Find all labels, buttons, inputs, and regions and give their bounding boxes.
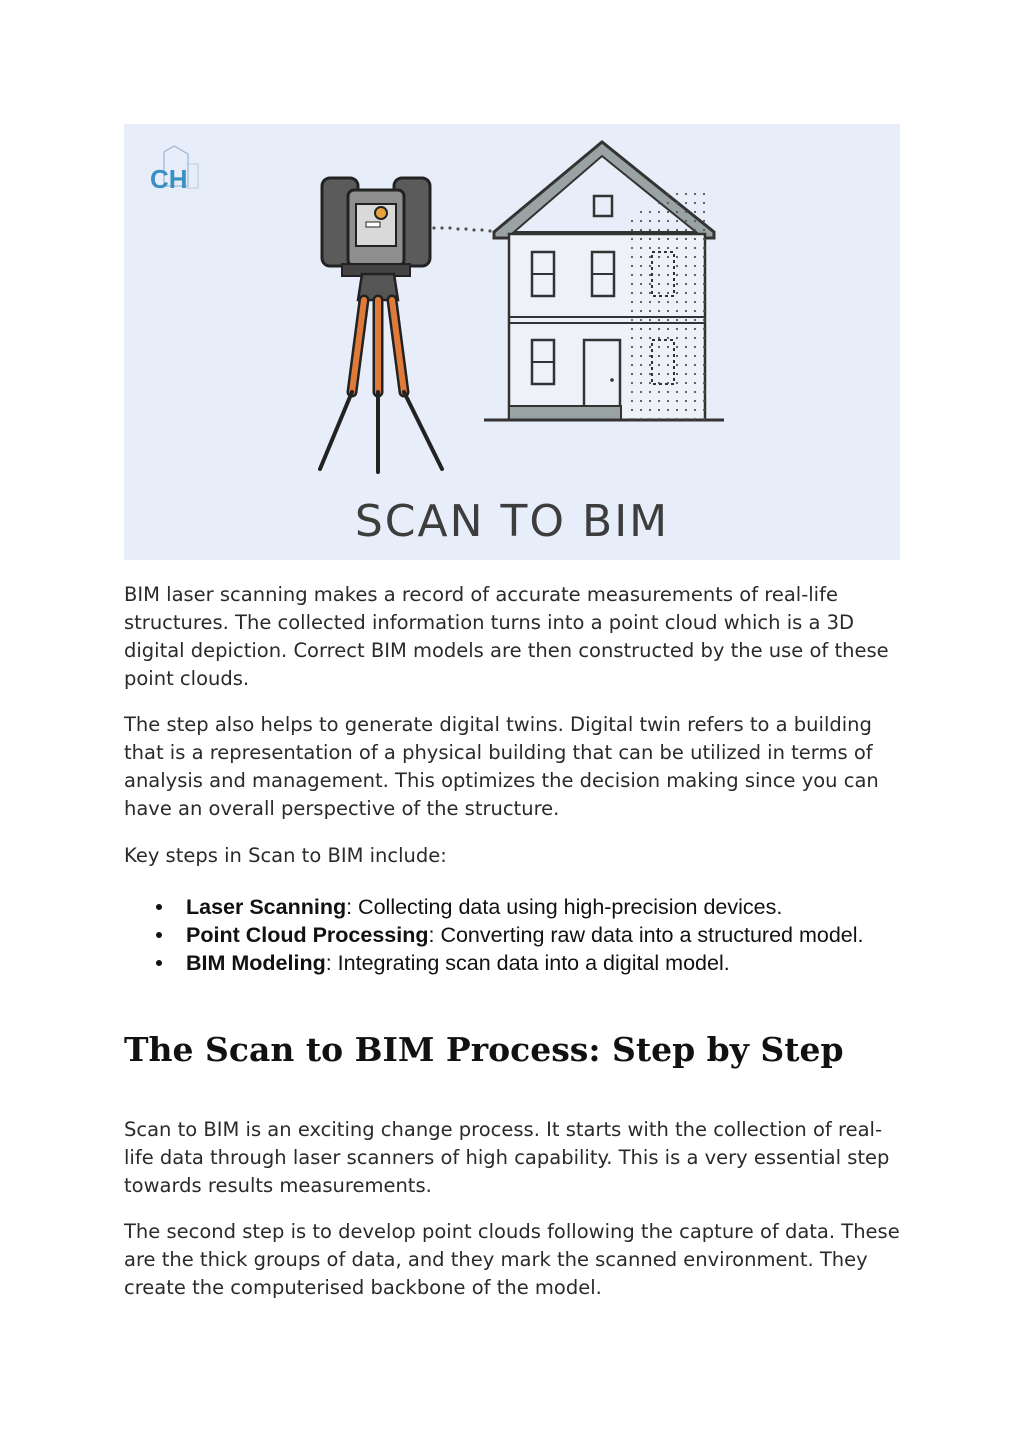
key-steps-list [124, 893, 884, 977]
step-term: Point Cloud Processing [186, 923, 429, 947]
step-desc: : Integrating scan data into a digital model. [325, 951, 730, 975]
tripod-icon [320, 274, 442, 472]
hero-illustration [124, 124, 900, 560]
company-logo [150, 146, 198, 194]
house-icon [484, 142, 724, 420]
paragraph-key-steps: Key steps in Scan to BIM include: [124, 844, 447, 867]
list-item [124, 921, 884, 949]
paragraph-intro: BIM laser scanning makes a record of accurate measurements of real-life structures. The collected information turns into a point cloud which is a 3D digital depiction. Correct BIM models are then constructed by the use of these point clouds. [124, 583, 889, 690]
paragraph-process-start: Scan to BIM is an exciting change process. It starts with the collection of real-life data through laser scanners of high capability. This is a very essential step towards results measurements. [124, 1118, 890, 1197]
step-term: BIM Modeling [186, 951, 326, 975]
laser-scanner-icon [322, 178, 430, 276]
paragraph-point-clouds: The second step is to develop point clouds following the capture of data. These are the thick groups of data, and they mark the scanned environment. They create the computerised backbone of the model. [124, 1220, 900, 1299]
list-item [124, 893, 884, 921]
step-desc: : Converting raw data into a structured model. [428, 923, 864, 947]
step-term: Laser Scanning [186, 895, 347, 919]
scan-to-bim-illustration [124, 124, 900, 560]
step-desc: : Collecting data using high-precision devices. [346, 895, 783, 919]
bullet-icon [156, 904, 162, 910]
laser-beam [432, 226, 491, 232]
paragraph-digital-twins: The step also helps to generate digital twins. Digital twin refers to a building that is a representation of a physical building that can be utilized in terms of analysis and management. This optimizes the decision making since you can have an overall perspective of the structure. [124, 713, 879, 820]
hero-caption: SCAN TO BIM [354, 496, 670, 547]
section-heading: The Scan to BIM Process: Step by Step [124, 1030, 844, 1069]
bullet-icon [156, 932, 162, 938]
bullet-icon [156, 960, 162, 966]
list-item [124, 949, 884, 977]
logo-text: CH [150, 164, 188, 194]
